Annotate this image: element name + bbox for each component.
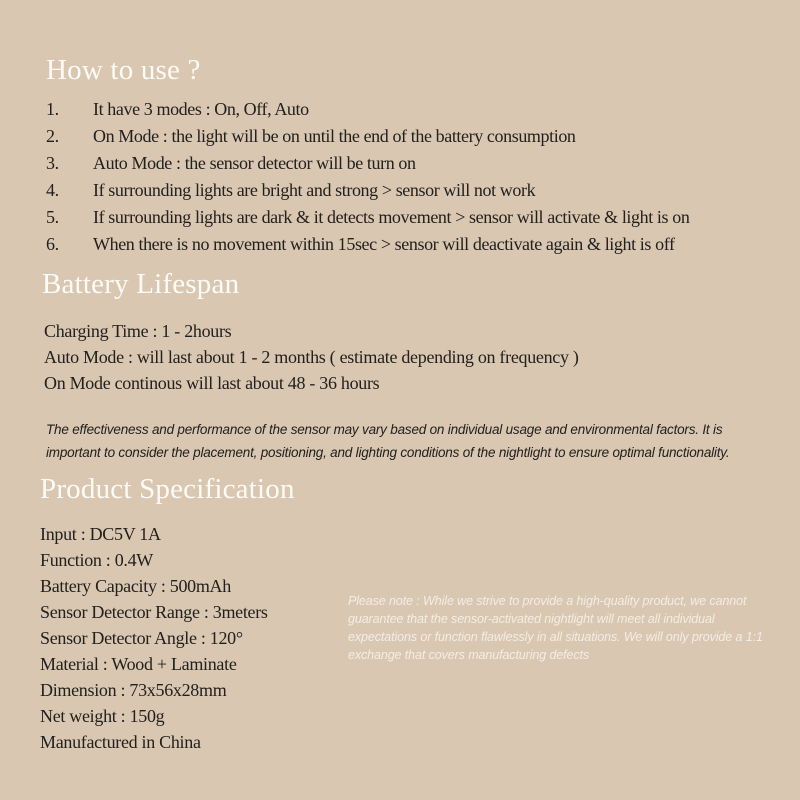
spec-line: Function : 0.4W — [40, 550, 153, 570]
step-text: If surrounding lights are dark & it detects movement > sensor will activate & light is on — [93, 207, 690, 227]
battery-lifespan-info — [44, 318, 579, 396]
step-row — [46, 150, 689, 177]
step-row — [46, 231, 689, 258]
exchange-policy-note: Please note : While we strive to provide a high-quality product, we cannot guarantee that the sensor-activated nightlight will meet all individual expectations or function flawlessly in all situations. We will only provide a 1:1 exchange that covers manufacturing defects — [348, 594, 763, 662]
step-text: On Mode : the light will be on until the end of the battery consumption — [93, 126, 576, 146]
step-text: If surrounding lights are bright and strong > sensor will not work — [93, 180, 536, 200]
step-number: 4. — [46, 180, 59, 200]
step-number: 6. — [46, 234, 59, 254]
step-text: It have 3 modes : On, Off, Auto — [93, 99, 309, 119]
spec-line: Sensor Detector Range : 3meters — [40, 602, 268, 622]
product-specification-title: Product Specification — [40, 473, 295, 505]
step-number: 2. — [46, 126, 59, 146]
how-to-use-steps — [46, 96, 689, 258]
product-spec-list — [40, 521, 268, 755]
spec-line: Battery Capacity : 500mAh — [40, 576, 231, 596]
step-number: 5. — [46, 207, 59, 227]
step-row — [46, 177, 689, 204]
step-text: When there is no movement within 15sec > sensor will deactivate again & light is off — [93, 234, 675, 254]
battery-info-line: On Mode continous will last about 48 - 36 hours — [44, 373, 380, 393]
spec-line: Sensor Detector Angle : 120° — [40, 628, 243, 648]
step-number: 3. — [46, 153, 59, 173]
spec-line: Material : Wood + Laminate — [40, 654, 237, 674]
spec-line: Manufactured in China — [40, 732, 201, 752]
step-row — [46, 204, 689, 231]
step-text: Auto Mode : the sensor detector will be turn on — [93, 153, 416, 173]
battery-lifespan-title: Battery Lifespan — [42, 268, 240, 300]
step-row — [46, 96, 689, 123]
step-row — [46, 123, 689, 150]
battery-info-line: Charging Time : 1 - 2hours — [44, 321, 232, 341]
step-number: 1. — [46, 99, 59, 119]
spec-line: Input : DC5V 1A — [40, 524, 161, 544]
sensor-disclaimer: The effectiveness and performance of the sensor may vary based on individual usage and environmental factors. It is important to consider the placement, positioning, and lighting conditions of the nightlight to ensure optimal functionality. — [46, 422, 730, 460]
spec-line: Dimension : 73x56x28mm — [40, 680, 227, 700]
battery-info-line: Auto Mode : will last about 1 - 2 months ( estimate depending on frequency ) — [44, 347, 579, 367]
how-to-use-title: How to use ? — [46, 54, 201, 86]
spec-line: Net weight : 150g — [40, 706, 165, 726]
